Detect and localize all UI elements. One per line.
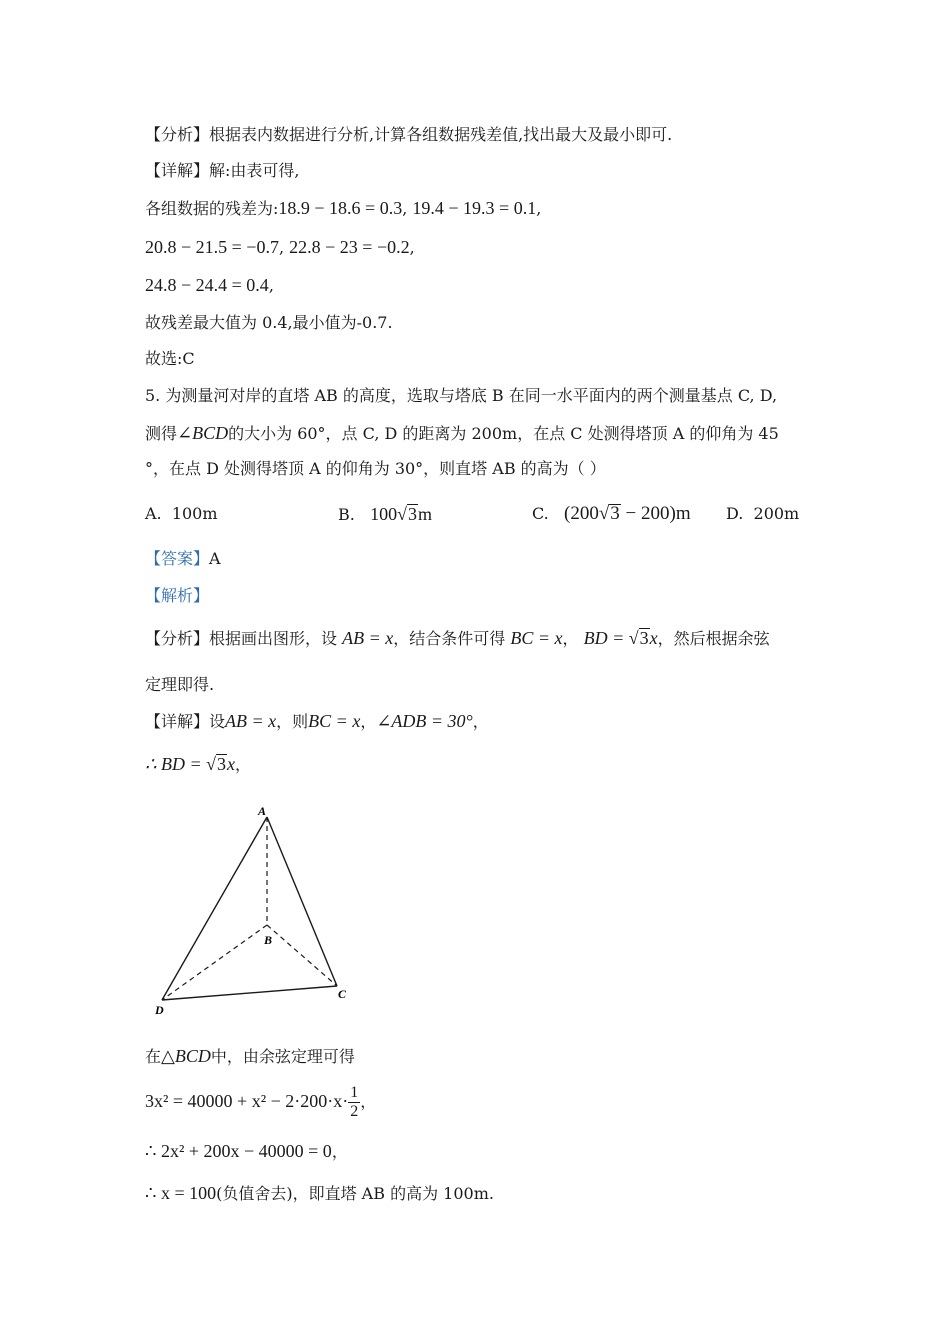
option-a-label: A. bbox=[145, 504, 162, 523]
label-a: A bbox=[258, 804, 267, 818]
q5-stem-2a: 测得 bbox=[145, 424, 178, 443]
equation-2-body: ∴ 2x² + 200x − 40000 = 0 bbox=[145, 1141, 332, 1161]
explain-tag: 【解析】 bbox=[145, 586, 210, 605]
cosine-intro bbox=[145, 1045, 355, 1068]
therefore-bd-radicand: 3 bbox=[216, 754, 226, 774]
option-c-label: C. bbox=[532, 504, 549, 523]
therefore-bd-left: ∴ BD = bbox=[145, 754, 207, 774]
option-a[interactable] bbox=[145, 503, 218, 525]
analysis-bd-var: x bbox=[649, 628, 658, 648]
q4-residual-line-1: 各组数据的残差为:18.9 − 18.6 = 0.3, 19.4 − 19.3 = 0.1, bbox=[145, 198, 542, 218]
tetrahedron-figure bbox=[140, 795, 370, 1025]
angle-bcd: ∠BCD bbox=[177, 423, 229, 443]
q4-conclusion: 故残差最大值为 0.4,最小值为-0.7. bbox=[145, 313, 393, 332]
option-c-coef: 200 bbox=[570, 503, 599, 524]
option-b-unit: m bbox=[418, 504, 433, 524]
triangle-bcd: △BCD bbox=[161, 1046, 211, 1066]
analysis-a: 【分析】根据画出图形，设 bbox=[145, 629, 338, 648]
edge-dc bbox=[162, 986, 337, 1000]
answer-line bbox=[145, 548, 221, 570]
q4-choice: 故选:C bbox=[145, 349, 195, 368]
therefore-bd: ∴ BD = √3x， bbox=[145, 754, 251, 774]
equation-1-num: 1 bbox=[350, 1084, 359, 1101]
analysis-bd-radicand: 3 bbox=[639, 628, 649, 648]
detail-c: ， bbox=[360, 712, 377, 731]
detail-bc: BC = x bbox=[308, 711, 361, 731]
option-b[interactable]: B. 100√3m bbox=[338, 504, 433, 524]
q5-analysis-line-2: 定理即得. bbox=[145, 675, 215, 694]
q4-detail-intro: 【详解】解:由表可得, bbox=[145, 161, 300, 180]
analysis-bd-left: BD = bbox=[583, 628, 629, 648]
equation-1-tail: ， bbox=[360, 1092, 377, 1111]
analysis-b: ，结合条件可得 bbox=[393, 629, 506, 648]
q4-residual-line-2: 20.8 − 21.5 = −0.7, 22.8 − 23 = −0.2, bbox=[145, 237, 415, 257]
label-b: B bbox=[264, 933, 273, 947]
q4-analysis: 【分析】根据表内数据进行分析,计算各组数据残差值,找出最大及最小即可. bbox=[145, 125, 673, 144]
analysis-c: ， bbox=[562, 629, 579, 648]
label-c: C bbox=[338, 987, 347, 1001]
edge-ac bbox=[267, 817, 337, 986]
detail-b: ，则 bbox=[276, 712, 309, 731]
detail-ab: AB = x bbox=[225, 711, 277, 731]
residual-1: 18.9 − 18.6 = 0.3 bbox=[278, 198, 403, 218]
equation-2-tail: ， bbox=[331, 1142, 348, 1161]
equation-3-tail: (负值舍去)，即直塔 AB 的高为 100m. bbox=[216, 1184, 494, 1203]
residual-3: 20.8 − 21.5 = −0.7 bbox=[145, 237, 279, 257]
option-b-coef: 100 bbox=[370, 504, 398, 524]
q5-detail-line bbox=[145, 710, 489, 733]
option-d-value: 200m bbox=[753, 504, 800, 523]
analysis-d: ，然后根据余弦 bbox=[657, 629, 770, 648]
q4-residual-line-3: 24.8 − 24.4 = 0.4, bbox=[145, 275, 274, 295]
residual-4: 22.8 − 23 = −0.2 bbox=[289, 237, 410, 257]
edge-bc-dashed bbox=[267, 925, 337, 986]
residual-2: 19.4 − 19.3 = 0.1 bbox=[412, 198, 537, 218]
detail-a: 【详解】设 bbox=[145, 712, 226, 731]
option-c[interactable]: C. (200√3 − 200)m bbox=[532, 503, 691, 524]
edge-bd-dashed bbox=[162, 925, 267, 1000]
option-d-label: D. bbox=[726, 504, 744, 523]
equation-3 bbox=[145, 1182, 494, 1205]
q5-analysis-line-1: 【分析】根据画出图形，设 AB = x，结合条件可得 BC = x， BD = √3x，然后根据余弦 bbox=[145, 628, 770, 648]
analysis-ab: AB = x bbox=[342, 628, 394, 648]
equation-1-left: 3x² = 40000 + x² − 2·200·x· bbox=[145, 1091, 349, 1111]
edge-ad bbox=[162, 817, 267, 1000]
q5-stem-line-2 bbox=[145, 422, 779, 445]
analysis-bc: BC = x bbox=[510, 628, 563, 648]
therefore-bd-var: x bbox=[226, 754, 235, 774]
detail-angle: ∠ADB = 30° bbox=[376, 711, 473, 731]
option-a-value: 100m bbox=[171, 504, 218, 523]
option-d[interactable] bbox=[726, 503, 799, 525]
residual-prefix: 各组数据的残差为: bbox=[145, 199, 279, 218]
answer-tag: 【答案】 bbox=[145, 549, 210, 568]
option-b-label: B. bbox=[338, 505, 355, 524]
q5-stem-2b: 的大小为 60°，点 C, D 的距离为 200m，在点 C 处测得塔顶 A 的仰角为 45 bbox=[228, 424, 779, 443]
cosine-intro-a: 在 bbox=[145, 1047, 162, 1066]
option-c-unit: m bbox=[675, 503, 691, 524]
option-c-rest: − 200 bbox=[620, 503, 670, 524]
equation-3-body: ∴ x = 100 bbox=[145, 1183, 217, 1203]
equation-1-den: 2 bbox=[350, 1103, 359, 1120]
equation-1 bbox=[145, 1081, 376, 1122]
residual-5: 24.8 − 24.4 = 0.4 bbox=[145, 275, 269, 295]
option-b-radicand: 3 bbox=[408, 504, 417, 524]
equation-2 bbox=[145, 1140, 348, 1163]
q5-stem-line-3: °，在点 D 处测得塔顶 A 的仰角为 30°，则直塔 AB 的高为（ ） bbox=[145, 459, 606, 478]
therefore-bd-tail: ， bbox=[234, 755, 251, 774]
cosine-intro-b: 中，由余弦定理可得 bbox=[210, 1047, 355, 1066]
q5-stem-line-1: 5. 为测量河对岸的直塔 AB 的高度，选取与塔底 B 在同一水平面内的两个测量基点 C, D, bbox=[145, 386, 778, 405]
detail-d: ， bbox=[472, 712, 489, 731]
label-d: D bbox=[155, 1003, 164, 1017]
option-c-radicand: 3 bbox=[610, 503, 620, 524]
answer-value: A bbox=[209, 549, 221, 568]
